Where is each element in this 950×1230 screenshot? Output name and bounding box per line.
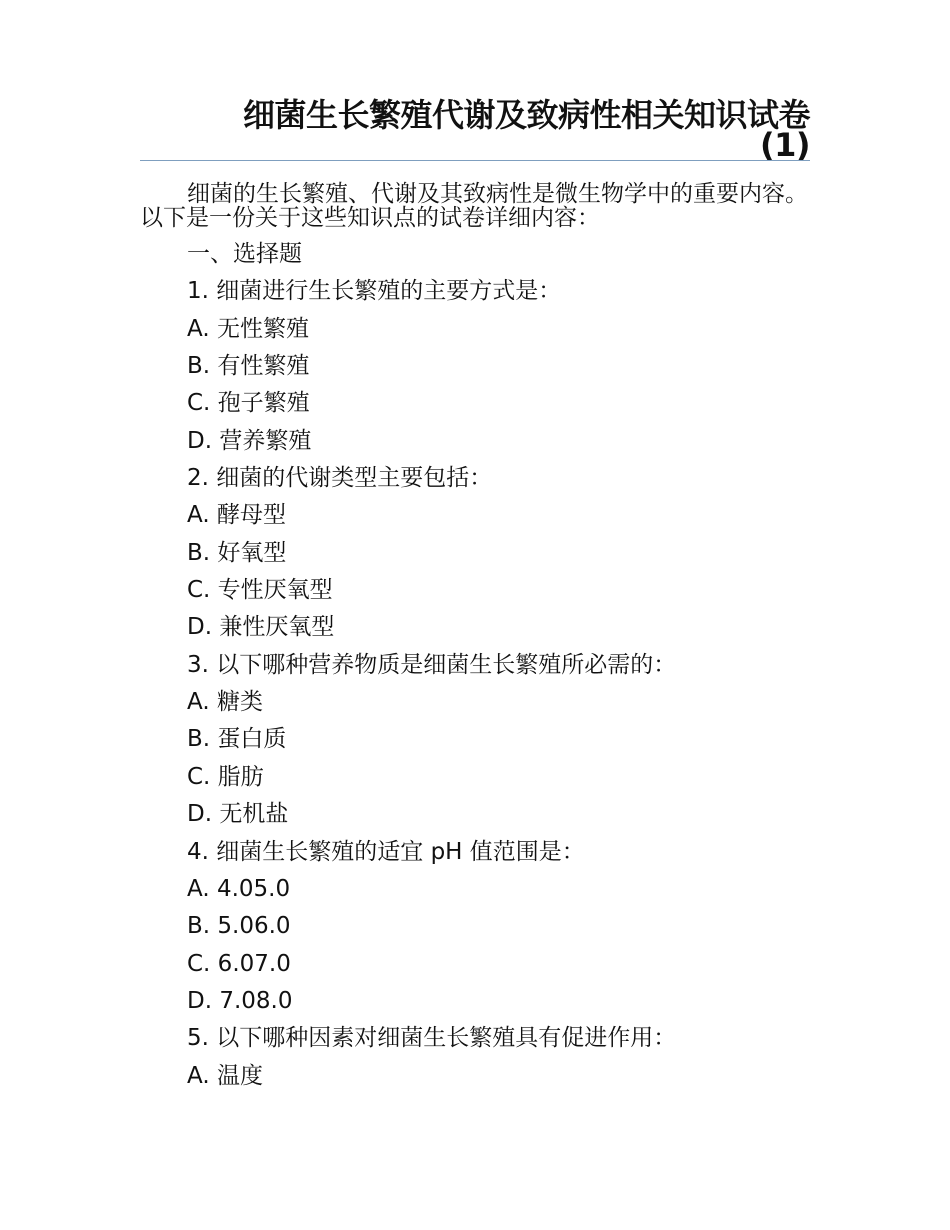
document-title: 细菌生长繁殖代谢及致病性相关知识试卷 (1) — [242, 96, 810, 164]
question-4: 4. 细菌生长繁殖的适宜 pH 值范围是： — [187, 838, 585, 865]
question-2-option-b: B. 好氧型 — [187, 539, 287, 566]
question-2-option-d: D. 兼性厌氧型 — [187, 614, 335, 641]
question-5: 5. 以下哪种因素对细菌生长繁殖具有促进作用： — [187, 1025, 677, 1052]
question-4-option-a: A. 4.05.0 — [187, 875, 291, 902]
question-4-option-d: D. 7.08.0 — [187, 987, 293, 1014]
question-1-option-a: A. 无性繁殖 — [187, 315, 309, 342]
question-4-option-c: C. 6.07.0 — [187, 950, 291, 977]
question-2-option-c: C. 专性厌氧型 — [187, 577, 333, 604]
question-2-option-a: A. 酵母型 — [187, 502, 286, 529]
question-1-option-b: B. 有性繁殖 — [187, 353, 310, 380]
section-heading: 一、选择题 — [187, 241, 302, 267]
question-3-option-c: C. 脂肪 — [187, 763, 264, 790]
question-list — [187, 236, 807, 1095]
question-3-option-a: A. 糖类 — [187, 689, 263, 716]
question-4-option-b: B. 5.06.0 — [187, 913, 291, 940]
intro-paragraph: 细菌的生长繁殖、代谢及其致病性是微生物学中的重要内容。以下是一份关于这些知识点的试卷详细内容： — [140, 181, 808, 231]
question-3: 3. 以下哪种营养物质是细菌生长繁殖所必需的： — [187, 651, 677, 678]
question-5-option-a: A. 温度 — [187, 1062, 263, 1089]
question-3-option-d: D. 无机盐 — [187, 801, 289, 828]
question-1-option-c: C. 孢子繁殖 — [187, 390, 310, 417]
title-divider — [140, 160, 810, 161]
question-1-option-d: D. 营养繁殖 — [187, 427, 312, 454]
question-1: 1. 细菌进行生长繁殖的主要方式是： — [187, 278, 562, 305]
question-3-option-b: B. 蛋白质 — [187, 726, 287, 753]
question-2: 2. 细菌的代谢类型主要包括： — [187, 465, 493, 492]
